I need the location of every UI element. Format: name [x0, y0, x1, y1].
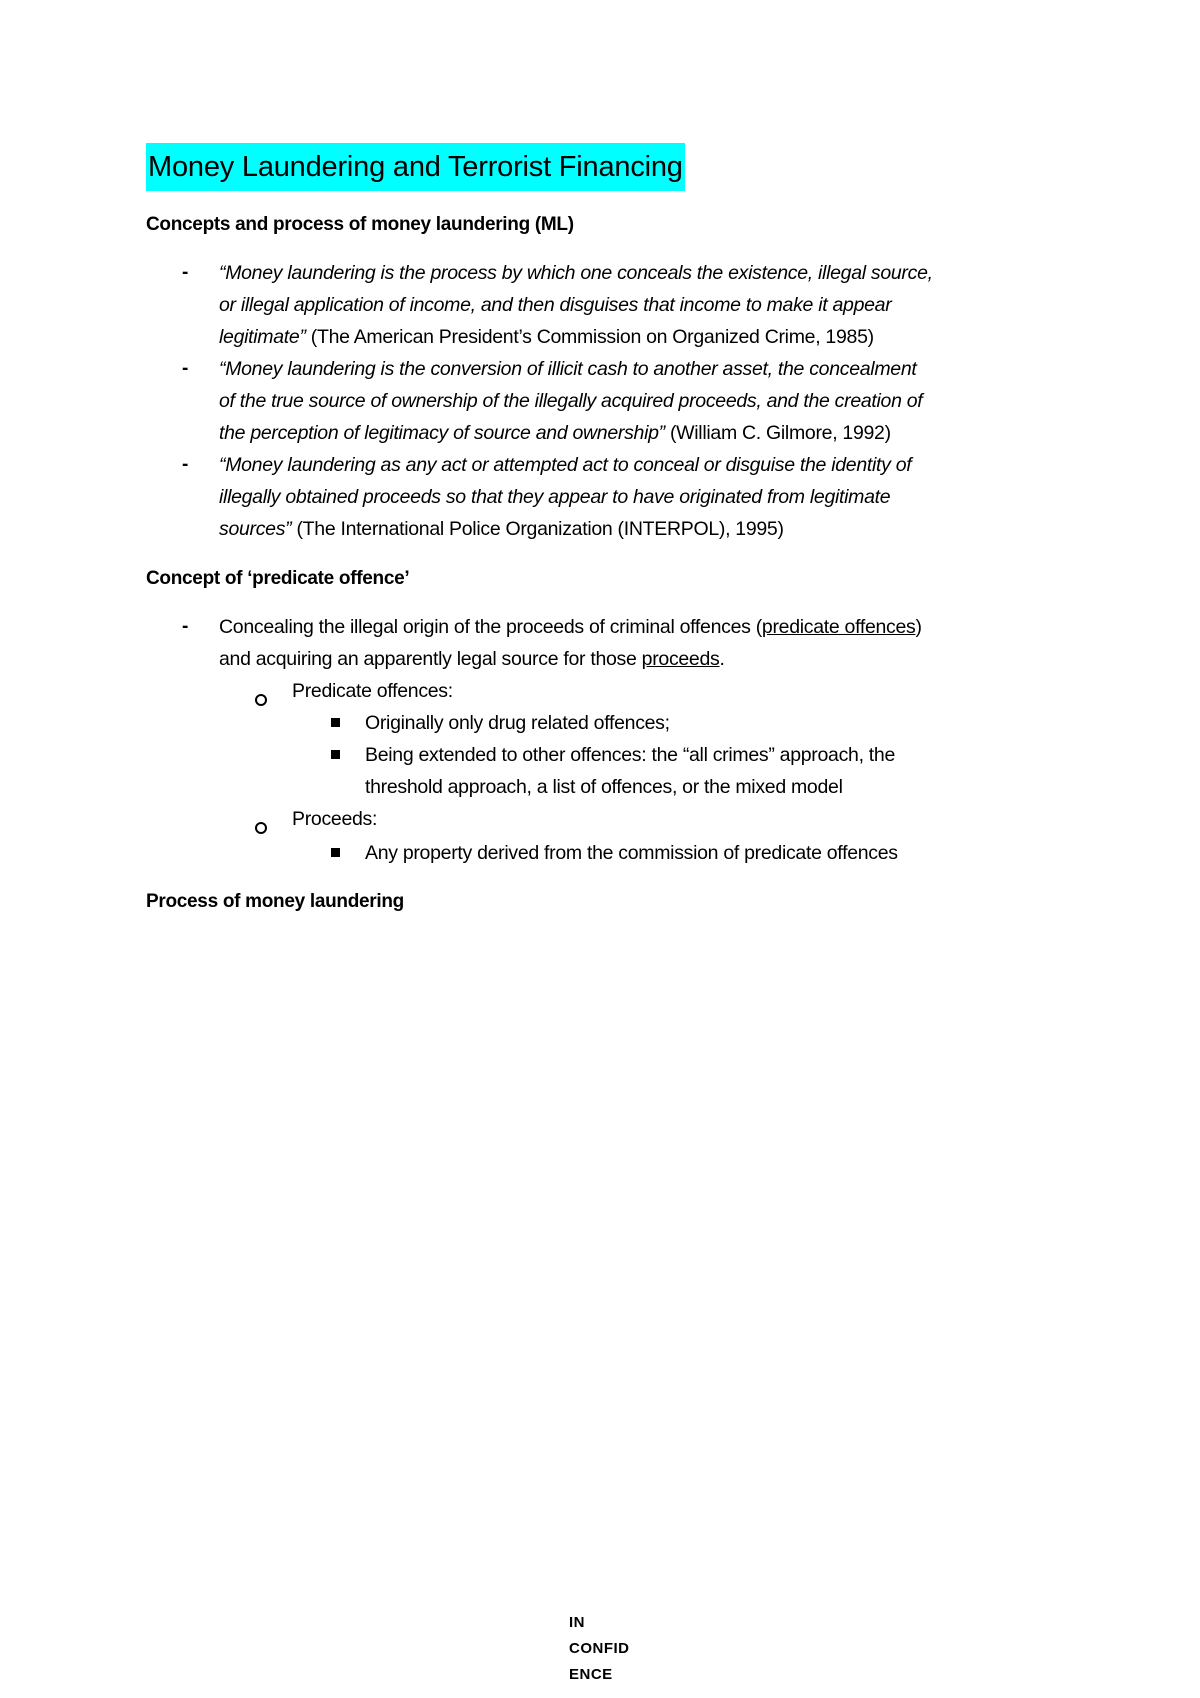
footer-classification-line-1: IN: [569, 1614, 585, 1631]
circle-bullet-icon: [255, 822, 267, 834]
square-bullet-icon: [331, 750, 340, 759]
dash-bullet: -: [182, 616, 189, 637]
quote-3-line-2: illegally obtained proceeds so that they appear to have originated from legitimate: [219, 486, 891, 508]
dash-bullet: -: [182, 358, 189, 379]
footer-classification-line-2: CONFID: [569, 1640, 630, 1657]
document-title: Money Laundering and Terrorist Financing: [146, 143, 685, 191]
proceeds-link[interactable]: proceeds: [641, 648, 720, 670]
section-heading-predicate-offence: Concept of ‘predicate offence’: [146, 568, 410, 589]
predicate-item-1: Originally only drug related offences;: [365, 712, 670, 734]
predicate-bullet-line-1: Concealing the illegal origin of the proceeds of criminal offences (predicate offences): [219, 616, 922, 638]
quote-2-line-1: “Money laundering is the conversion of illicit cash to another asset, the concealment: [219, 358, 917, 380]
quote-3-line-1: “Money laundering as any act or attempted act to conceal or disguise the identity of: [219, 454, 912, 476]
circle-bullet-icon: [255, 694, 267, 706]
quote-1-line-1: “Money laundering is the process by which one conceals the existence, illegal source,: [219, 262, 933, 284]
section-heading-process: Process of money laundering: [146, 891, 404, 912]
proceeds-item-1: Any property derived from the commission of predicate offences: [365, 842, 898, 864]
predicate-item-2-continued: threshold approach, a list of offences, or the mixed model: [365, 776, 843, 798]
predicate-offences-label: Predicate offences:: [292, 680, 453, 702]
quote-1-line-2: or illegal application of income, and then disguises that income to make it appear: [219, 294, 892, 316]
predicate-offences-link[interactable]: predicate offences: [761, 616, 916, 638]
predicate-item-2: Being extended to other offences: the “all crimes” approach, the: [365, 744, 896, 766]
dash-bullet: -: [182, 262, 189, 283]
section-heading-concepts: Concepts and process of money laundering (ML): [146, 214, 574, 235]
quote-2-line-2: of the true source of ownership of the illegally acquired proceeds, and the creation of: [219, 390, 923, 412]
square-bullet-icon: [331, 718, 340, 727]
quote-1-line-3: legitimate” (The American President’s Commission on Organized Crime, 1985): [219, 326, 874, 348]
quote-2-line-3: the perception of legitimacy of source and ownership” (William C. Gilmore, 1992): [219, 422, 891, 444]
dash-bullet: -: [182, 454, 189, 475]
predicate-bullet-line-2: and acquiring an apparently legal source for those proceeds.: [219, 648, 725, 670]
quote-3-line-3: sources” (The International Police Organization (INTERPOL), 1995): [219, 518, 784, 540]
footer-classification-line-3: ENCE: [569, 1666, 613, 1683]
proceeds-label: Proceeds:: [292, 808, 378, 830]
square-bullet-icon: [331, 848, 340, 857]
